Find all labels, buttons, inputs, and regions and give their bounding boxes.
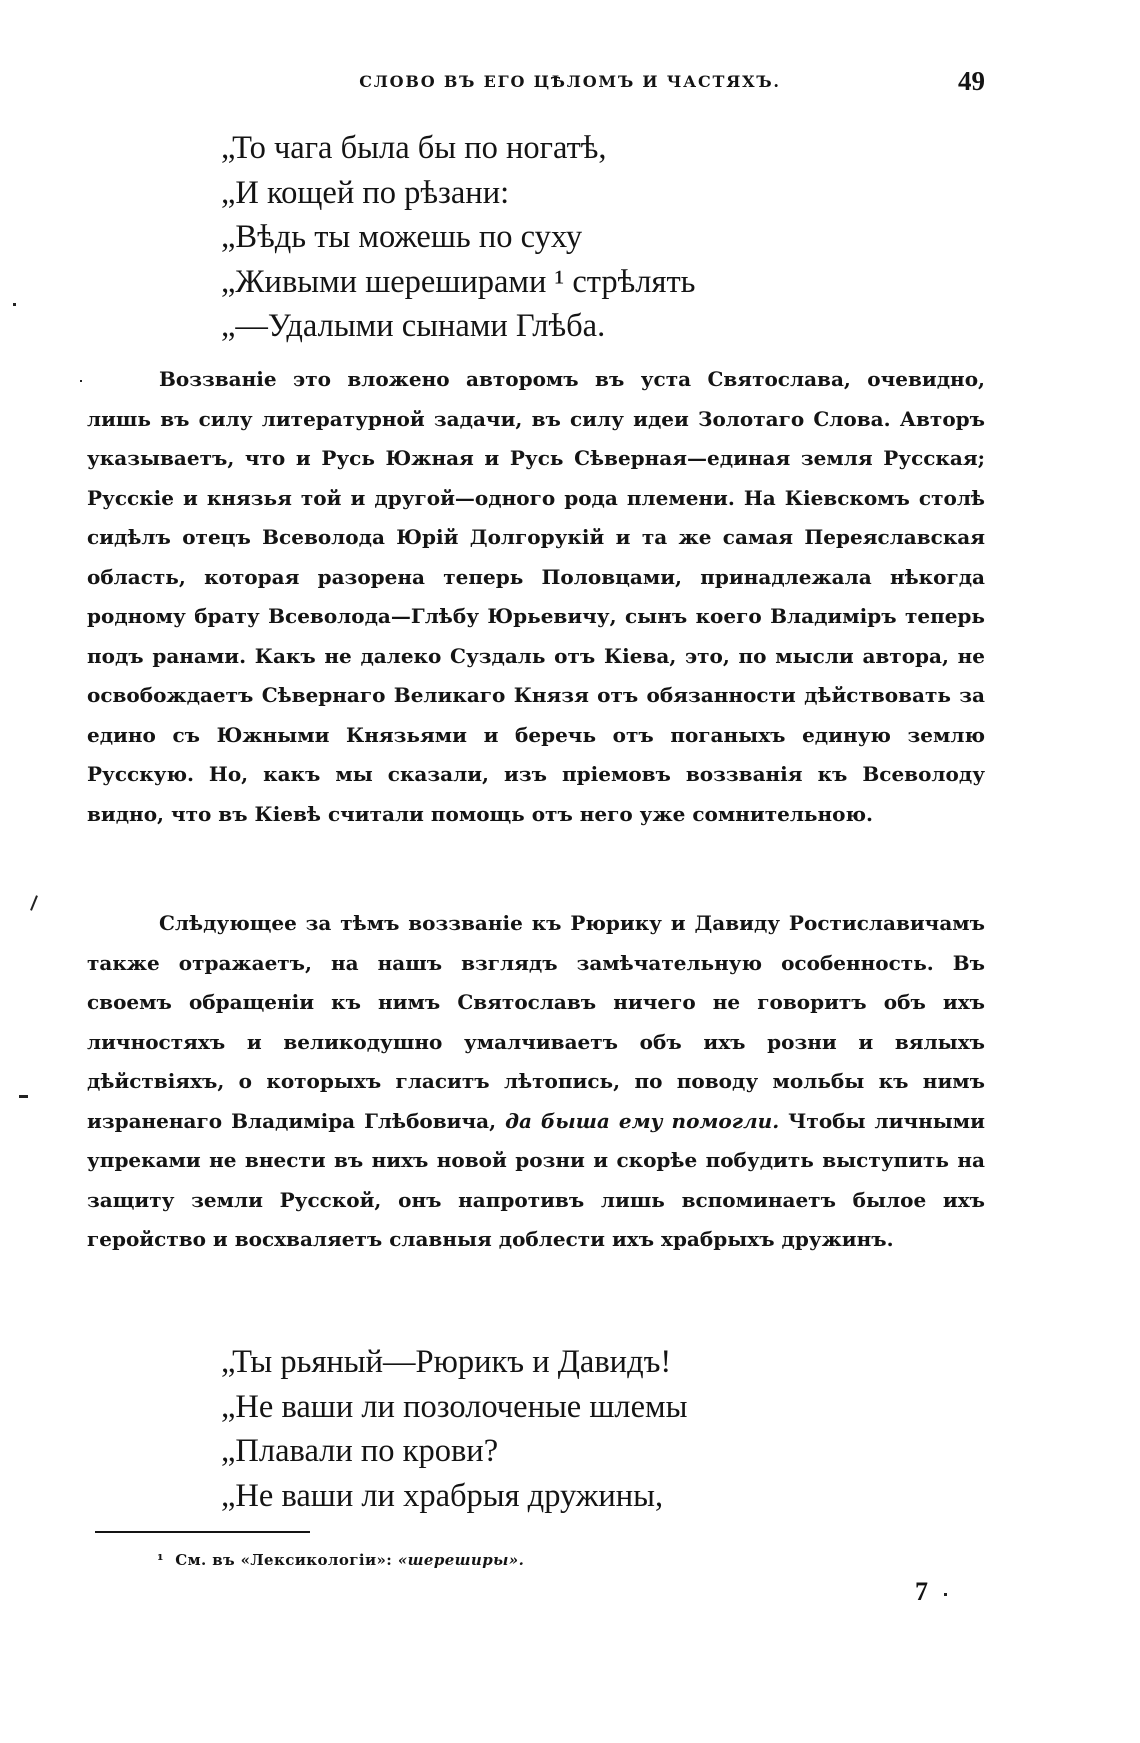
- verse-line: „То чага была бы по ногатѣ,: [221, 130, 607, 166]
- verse-block-1: [221, 126, 696, 349]
- footnote: [157, 1551, 524, 1569]
- speck: [944, 1593, 947, 1596]
- paragraph-2-before: Слѣдующее за тѣмъ воззваніе къ Рюрику и Давиду Ростиславичамъ также отражаетъ, на нашъ взглядъ замѣчательную особенность. Въ своемъ обращеніи къ нимъ Святославъ ничего не говоритъ объ ихъ личностяхъ и великодушно умалчиваетъ объ ихъ розни и вялыхъ дѣйствіяхъ, о которыхъ гласитъ лѣтопись, по поводу мольбы къ нимъ израненаго Владиміра Глѣбовича,: [87, 911, 985, 1133]
- paragraph-2-after: Чтобы личными упреками не внести въ нихъ новой розни и скорѣе побудить выступить на защиту земли Русской, онъ напротивъ лишь вспоминаетъ былое ихъ геройство и восхваляетъ славныя доблести ихъ храбрыхъ дружинъ.: [87, 1108, 986, 1251]
- running-title: СЛОВО ВЪ ЕГО ЦѢЛОМЪ И ЧАСТЯХЪ.: [359, 72, 781, 91]
- verse-line: „—Удалыми сынами Глѣба.: [221, 308, 606, 344]
- footnote-marker: ¹: [157, 1551, 164, 1569]
- chronicle-quote: да быша ему помогли.: [505, 1108, 780, 1133]
- verse-line: „Не ваши ли храбрыя дружины,: [221, 1477, 664, 1514]
- page-number: 49: [958, 66, 985, 96]
- verse-line: „Ты рьяный—Рюрикъ и Давидъ!: [221, 1344, 672, 1380]
- paragraph-2-text: [87, 904, 985, 1260]
- running-head: [0, 68, 1140, 98]
- signature-mark: 7: [915, 1577, 928, 1606]
- verse-line: „И кощей по рѣзани:: [221, 174, 510, 211]
- paragraph-1: [87, 360, 985, 834]
- footnote-term: «шереширы».: [397, 1551, 525, 1569]
- verse-block-2: [221, 1340, 687, 1518]
- verse-line: „Плавали по крови?: [221, 1433, 499, 1469]
- paragraph-2: [87, 904, 985, 1260]
- verse-line: „Не ваши ли позолоченые шлемы: [221, 1388, 688, 1425]
- verse-line: „Живыми шереширами ¹ стрѣлять: [221, 263, 696, 300]
- speck: [19, 1095, 28, 1098]
- paragraph-1-text: Воззваніе это вложено авторомъ въ уста Святослава, очевидно, лишь въ силу литературной задачи, въ силу идеи Золотаго Слова. Авторъ указываетъ, что и Русь Южная и Русь Сѣверная—единая земля Русская; Русскіе и князья той и другой—одного рода племени. На Кіевскомъ столѣ сидѣлъ отецъ Всеволода Юрій Долгорукій и та же самая Переяславская область, которая разорена теперь Половцами, принадлежала нѣкогда родному брату Всеволода—Глѣбу Юрьевичу, сынъ коего Владиміръ теперь подъ ранами. Какъ не далеко Суздаль отъ Кіева, это, по мысли автора, не освобождаетъ Сѣвернаго Великаго Князя отъ обязанности дѣйствовать за едино съ Южными Князьями и беречь отъ поганыхъ единую землю Русскую. Но, какъ мы сказали, изъ пріемовъ воззванія къ Всеволоду видно, что въ Кіевѣ считали помощь отъ него уже сомнительною.: [87, 367, 985, 826]
- speck: [13, 303, 16, 306]
- footnote-text: См. въ «Лексикологіи»:: [175, 1551, 393, 1569]
- scan-mark: [30, 895, 38, 911]
- speck: [80, 380, 82, 382]
- footnote-divider: [95, 1531, 310, 1533]
- verse-line: „Вѣдь ты можешь по суху: [221, 219, 583, 255]
